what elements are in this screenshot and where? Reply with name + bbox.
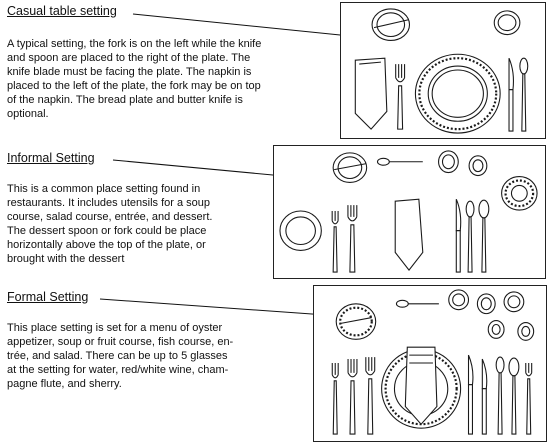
spoons-icon <box>466 200 489 272</box>
fork-icon <box>396 64 405 129</box>
forks-icon <box>332 205 357 272</box>
bread-plate-icon <box>336 304 375 340</box>
informal-line: restaurants. It includes utensils for a soup <box>7 197 210 209</box>
spoons-icon <box>496 357 532 434</box>
glasses-icon <box>439 151 487 176</box>
casual-description <box>7 37 337 121</box>
formal-line: This place setting is set for a menu of oyster <box>7 322 223 334</box>
spoon-icon <box>520 58 528 131</box>
formal-line: trée, and salad. There can be up to 5 glasses <box>7 350 228 362</box>
casual-line: A typical setting, the fork is on the left while the knife <box>7 38 262 50</box>
informal-line: horizontally above the top of the plate, or <box>7 239 206 251</box>
dessert-spoon-icon <box>396 300 438 307</box>
informal-line: course, salad course, entrée, and dessert. <box>7 211 213 223</box>
formal-description <box>7 321 312 391</box>
casual-line: optional. <box>7 108 49 120</box>
dessert-spoon-icon <box>377 158 422 165</box>
casual-line: of the napkin. The bread plate and butter knife is <box>7 94 243 106</box>
formal-heading: Formal Setting <box>7 290 89 304</box>
casual-line: placed to the left of the plate, the fork may be on top <box>7 80 261 92</box>
casual-heading: Casual table setting <box>7 4 117 18</box>
knife-icon <box>456 199 460 272</box>
bread-plate-icon <box>333 153 366 183</box>
water-glass-icon <box>494 11 520 35</box>
knife-icon <box>509 58 513 131</box>
salad-plate-icon <box>280 211 321 250</box>
forks-icon <box>332 357 374 434</box>
formal-setting-illustration <box>313 285 547 442</box>
casual-arrow <box>133 14 350 36</box>
formal-line: at the setting for water, red/white wine, cham- <box>7 364 229 376</box>
informal-line: brought with the dessert <box>7 253 125 265</box>
informal-heading: Informal Setting <box>7 151 95 165</box>
casual-setting-illustration <box>340 2 546 139</box>
informal-description <box>7 182 277 266</box>
bread-plate-icon <box>372 9 409 41</box>
cup-saucer-icon <box>502 177 537 210</box>
dinner-plate-icon <box>415 54 500 133</box>
knives-icon <box>469 355 487 434</box>
formal-line: pagne flute, and sherry. <box>7 378 122 390</box>
casual-line: knife blade must be facing the plate. The napkin is <box>7 66 252 78</box>
informal-line: The dessert spoon or fork could be place <box>7 225 207 237</box>
formal-arrow <box>100 299 340 316</box>
napkin-icon <box>355 58 387 129</box>
informal-line: This is a common place setting found in <box>7 183 201 195</box>
glasses-icon <box>449 290 534 340</box>
informal-setting-illustration <box>273 145 546 279</box>
formal-line: appetizer, soup or fruit course, fish course, en- <box>7 336 234 348</box>
napkin-icon <box>395 199 423 270</box>
casual-line: and spoon are placed to the right of the plate. The <box>7 52 251 64</box>
